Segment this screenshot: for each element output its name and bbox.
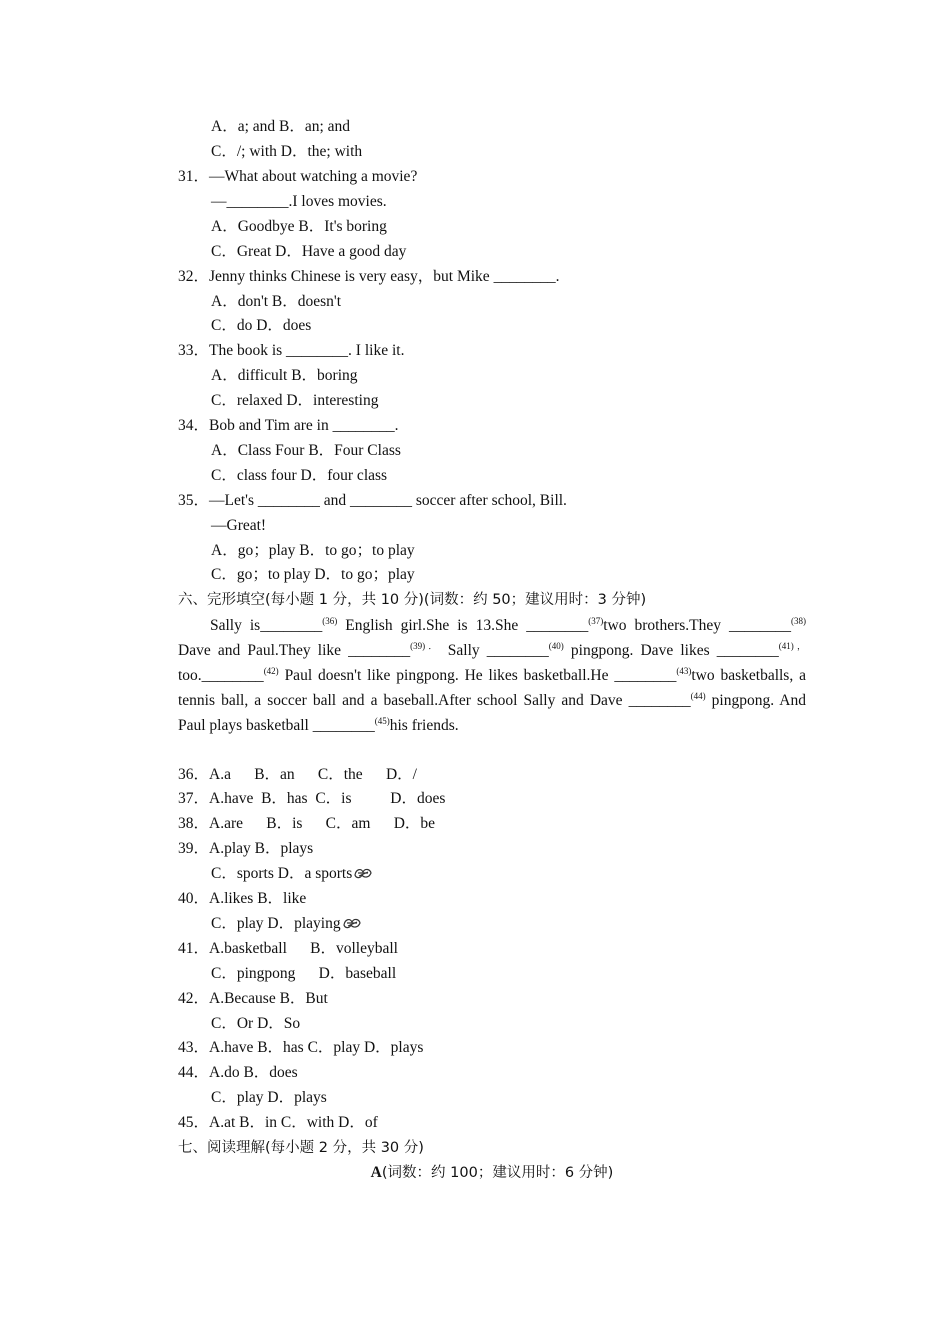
scribble-icon bbox=[342, 916, 362, 930]
cloze-text: pingpong. And Paul plays basketball ________ bbox=[178, 692, 806, 734]
section-heading-reading: 七、阅读理解(每小题 2 分，共 30 分) bbox=[178, 1140, 424, 1156]
question-43: 43．A.have B．has C．play D．plays bbox=[178, 1039, 424, 1056]
option-line: A．a; and B．an; and bbox=[211, 118, 351, 135]
option-line: C．relaxed D．interesting bbox=[211, 392, 379, 409]
option-line: C．Great D．Have a good day bbox=[211, 243, 407, 260]
question-36: 36．A.a B．an C．the D．/ bbox=[178, 766, 417, 783]
option-line: C．do D．does bbox=[211, 317, 312, 334]
subsection-letter: A bbox=[370, 1164, 382, 1181]
dialog-line: —Great! bbox=[211, 517, 267, 534]
cloze-text: Sally is________ bbox=[210, 617, 323, 634]
section-heading-cloze: 六、完形填空(每小题 1 分，共 10 分)(词数：约 50；建议用时：3 分钟) bbox=[178, 592, 647, 608]
question-44: 44．A.do B．does bbox=[178, 1064, 298, 1081]
blank-number: (45) bbox=[374, 716, 390, 726]
blank-number: (40) bbox=[548, 641, 564, 651]
option-line: A．don't B．doesn't bbox=[211, 293, 342, 310]
scribble-icon bbox=[353, 866, 373, 880]
question-32: 32．Jenny thinks Chinese is very easy，but Mike ________. bbox=[178, 268, 560, 285]
question-38: 38．A.are B．is C．am D．be bbox=[178, 815, 436, 832]
option-line: C．Or D．So bbox=[211, 1015, 301, 1032]
blank-number: (39)． bbox=[410, 641, 441, 651]
option-text: C．sports D．a sports bbox=[211, 865, 353, 882]
question-40: 40．A.likes B．like bbox=[178, 890, 307, 907]
question-34: 34．Bob and Tim are in ________. bbox=[178, 417, 399, 434]
question-31: 31．—What about watching a movie? bbox=[178, 168, 418, 185]
cloze-text: pingpong. Dave likes ________ bbox=[563, 642, 779, 659]
question-35: 35．—Let's ________ and ________ soccer after school, Bill. bbox=[178, 492, 567, 509]
blank-number: (42) bbox=[263, 666, 279, 676]
question-37: 37．A.have B．has C．is D．does bbox=[178, 790, 446, 807]
cloze-text: Sally ________ bbox=[440, 642, 549, 659]
cloze-text: too.________ bbox=[178, 667, 264, 684]
option-line: C．class four D．four class bbox=[211, 467, 388, 484]
option-line: C．play D．plays bbox=[211, 1089, 327, 1106]
option-line bbox=[211, 864, 373, 884]
option-line bbox=[211, 914, 362, 934]
option-line: C．pingpong D．baseball bbox=[211, 965, 397, 982]
option-line: A．Class Four B．Four Class bbox=[211, 442, 401, 459]
cloze-text: his friends. bbox=[389, 717, 459, 734]
question-42: 42．A.Because B．But bbox=[178, 990, 328, 1007]
option-line: C．/; with D．the; with bbox=[211, 143, 363, 160]
cloze-passage bbox=[178, 613, 806, 738]
blank-number: (37) bbox=[588, 616, 604, 626]
option-line: A．Goodbye B．It's boring bbox=[211, 218, 387, 235]
cloze-text: two brothers.They ________ bbox=[603, 617, 792, 634]
cloze-text: two basketballs, a tennis ball, a soccer ball and a baseball.After school Sally and Dave ________ bbox=[178, 667, 806, 709]
question-45: 45．A.at B．in C．with D．of bbox=[178, 1114, 378, 1131]
blank-number: (44) bbox=[690, 691, 706, 701]
cloze-text: Paul doesn't like pingpong. He likes basketball.He ________ bbox=[278, 667, 677, 684]
cloze-text: English girl.She is 13.She ________ bbox=[337, 617, 589, 634]
question-33: 33．The book is ________. I like it. bbox=[178, 342, 405, 359]
blank-number: (41)， bbox=[778, 641, 806, 651]
question-39: 39．A.play B．plays bbox=[178, 840, 314, 857]
blank-number: (38) bbox=[791, 616, 807, 626]
option-line: A．go；play B．to go；to play bbox=[211, 542, 415, 559]
question-41: 41．A.basketball B．volleyball bbox=[178, 940, 398, 957]
cloze-text: Dave and Paul.They like ________ bbox=[178, 642, 411, 659]
blank-number: (43) bbox=[676, 666, 692, 676]
option-line: A．difficult B．boring bbox=[211, 367, 358, 384]
dialog-line: —________.I loves movies. bbox=[211, 193, 387, 210]
blank-number: (36) bbox=[322, 616, 338, 626]
option-line: C．go；to play D．to go；play bbox=[211, 566, 415, 583]
subsection-heading bbox=[178, 1163, 806, 1183]
subsection-info: (词数：约 100；建议用时：6 分钟) bbox=[381, 1165, 614, 1181]
option-text: C．play D．playing bbox=[211, 915, 341, 932]
